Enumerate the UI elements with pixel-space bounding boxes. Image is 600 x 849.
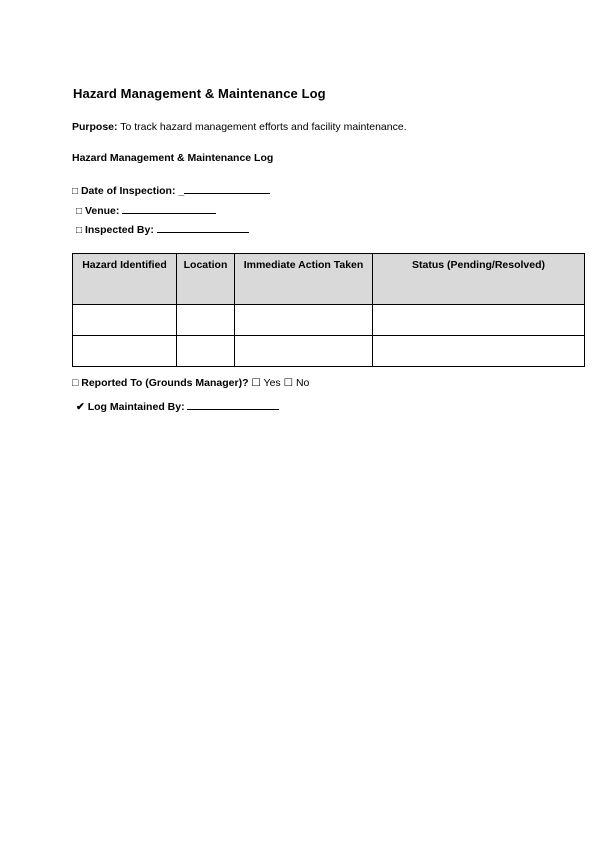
inspected-by-field [76,222,249,236]
reported-to-line [72,377,309,389]
inspected-by-label: Inspected By: [82,224,157,236]
inspected-by-blank[interactable] [157,222,249,233]
purpose-line [72,121,407,133]
log-maintained-by-blank[interactable] [187,399,279,410]
table-cell[interactable] [177,336,235,367]
reported-to-question: Reported To (Grounds Manager)? [78,377,252,389]
purpose-label: Purpose: [72,121,118,133]
table-cell[interactable] [373,336,585,367]
venue-label: Venue: [82,205,123,217]
table-cell[interactable] [235,336,373,367]
table-row [73,305,585,336]
table-row [73,336,585,367]
yes-checkbox[interactable]: ☐ [251,377,261,389]
checkbox-icon: □ [72,377,79,389]
no-checkbox[interactable]: ☐ [283,377,294,389]
checkbox-icon: □ [72,186,79,197]
column-header-hazard: Hazard Identified [73,254,177,305]
table-cell[interactable] [373,305,585,336]
column-header-action: Immediate Action Taken [235,254,373,305]
date-of-inspection-blank[interactable] [184,183,270,194]
date-of-inspection-field [72,183,270,197]
no-label: No [293,377,310,389]
hazard-log-table [72,253,585,367]
table-cell[interactable] [73,305,177,336]
checkmark-icon: ✔ [76,401,85,413]
table-header-row [73,254,585,305]
date-of-inspection-label: Date of Inspection: _ [78,185,185,197]
log-maintained-by-field [76,399,279,413]
column-header-status: Status (Pending/Resolved) [373,254,585,305]
venue-blank[interactable] [122,203,216,214]
table-cell[interactable] [235,305,373,336]
checkbox-icon: □ [76,225,83,236]
log-maintained-by-label: Log Maintained By: [84,401,188,413]
document-title: Hazard Management & Maintenance Log [73,86,326,101]
section-heading: Hazard Management & Maintenance Log [72,152,274,164]
table-cell[interactable] [177,305,235,336]
table-cell[interactable] [73,336,177,367]
yes-label: Yes [260,377,284,389]
checkbox-icon: □ [76,206,83,217]
venue-field [76,203,216,217]
column-header-location: Location [177,254,235,305]
purpose-text: To track hazard management efforts and facility maintenance. [117,121,407,133]
